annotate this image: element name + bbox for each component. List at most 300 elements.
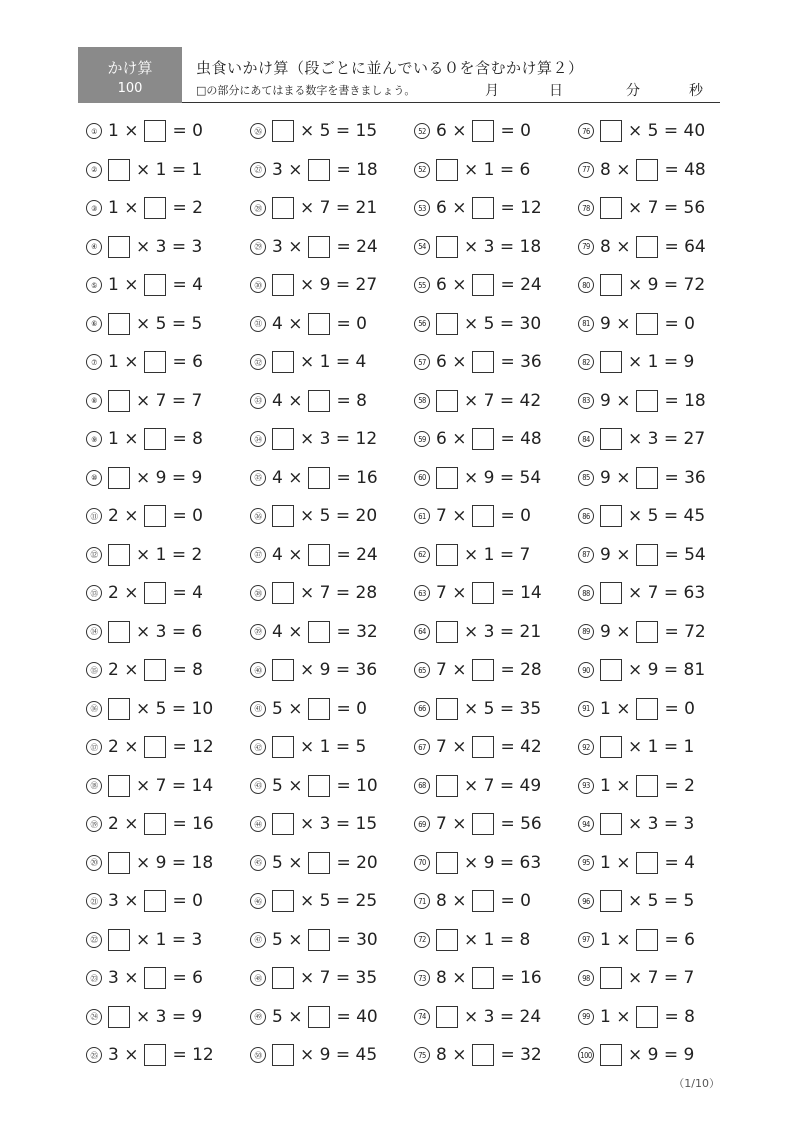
problem-prefix: 1 × xyxy=(600,1006,631,1027)
problem-number: 52 xyxy=(414,162,430,178)
answer-box[interactable] xyxy=(472,582,494,604)
answer-box[interactable] xyxy=(144,582,166,604)
problem-item xyxy=(250,959,377,997)
problem-number: 98 xyxy=(578,970,594,986)
problem-item xyxy=(86,305,202,343)
problem-suffix: × 3 = 27 xyxy=(628,429,706,449)
problem-item xyxy=(578,805,694,843)
problem-number: ㉚ xyxy=(250,277,266,293)
problem-suffix: × 9 = 54 xyxy=(464,467,542,488)
answer-box[interactable] xyxy=(436,852,458,874)
problem-prefix: 5 × xyxy=(272,775,303,796)
answer-box[interactable] xyxy=(472,659,494,681)
problem-item xyxy=(86,651,203,689)
problem-suffix: = 4 xyxy=(172,583,203,603)
problem-item xyxy=(86,266,203,304)
answer-box[interactable] xyxy=(272,274,294,296)
answer-box[interactable] xyxy=(108,621,130,643)
problem-suffix: = 56 xyxy=(500,814,542,834)
problem-number: 95 xyxy=(578,855,594,871)
problem-number: 72 xyxy=(414,932,430,948)
problem-suffix: = 0 xyxy=(664,313,695,334)
problem-item xyxy=(250,728,366,766)
answer-box[interactable] xyxy=(308,775,330,797)
problem-suffix: × 1 = 8 xyxy=(464,929,531,950)
problem-item xyxy=(250,420,377,458)
problem-item xyxy=(250,1036,377,1074)
problem-suffix: × 3 = 3 xyxy=(628,814,695,834)
problem-suffix: × 5 = 40 xyxy=(628,121,706,141)
problem-item xyxy=(86,459,202,497)
problem-number: 53 xyxy=(414,200,430,216)
problem-item xyxy=(86,189,203,227)
problem-suffix: × 3 = 18 xyxy=(464,236,542,257)
answer-box[interactable] xyxy=(636,236,658,258)
problem-item xyxy=(578,228,706,266)
problem-number: ㉞ xyxy=(250,431,266,447)
problem-suffix: = 28 xyxy=(500,660,542,680)
problem-suffix: = 8 xyxy=(172,660,203,680)
answer-box[interactable] xyxy=(436,390,458,412)
answer-box[interactable] xyxy=(108,929,130,951)
answer-box[interactable] xyxy=(108,698,130,720)
problem-suffix: = 32 xyxy=(500,1045,542,1065)
problem-number: 94 xyxy=(578,816,594,832)
problem-item xyxy=(414,882,531,920)
problem-number: 97 xyxy=(578,932,594,948)
answer-box[interactable] xyxy=(436,775,458,797)
answer-box[interactable] xyxy=(308,698,330,720)
problem-item xyxy=(86,844,213,882)
problem-prefix: 8 × xyxy=(436,968,467,988)
answer-box[interactable] xyxy=(600,659,622,681)
problem-suffix: × 3 = 3 xyxy=(136,236,203,257)
problem-item xyxy=(250,112,377,150)
problem-suffix: × 5 = 10 xyxy=(136,698,214,719)
problem-item xyxy=(250,574,377,612)
answer-box[interactable] xyxy=(472,351,494,373)
answer-box[interactable] xyxy=(600,351,622,373)
problem-number: ③ xyxy=(86,200,102,216)
answer-box[interactable] xyxy=(600,120,622,142)
problem-item xyxy=(86,998,202,1036)
problem-suffix: = 6 xyxy=(172,968,203,988)
answer-box[interactable] xyxy=(108,236,130,258)
answer-box[interactable] xyxy=(436,544,458,566)
problem-number: ㉟ xyxy=(250,470,266,486)
answer-box[interactable] xyxy=(308,621,330,643)
answer-box[interactable] xyxy=(472,428,494,450)
answer-box[interactable] xyxy=(436,159,458,181)
problem-item xyxy=(578,420,705,458)
problem-item xyxy=(86,343,203,381)
problem-number: ㉙ xyxy=(250,239,266,255)
problem-number: ⑲ xyxy=(86,816,102,832)
answer-box[interactable] xyxy=(144,659,166,681)
answer-box[interactable] xyxy=(472,274,494,296)
problem-prefix: 6 × xyxy=(436,121,467,141)
problem-item xyxy=(414,151,530,189)
problem-prefix: 8 × xyxy=(600,236,631,257)
problem-prefix: 5 × xyxy=(272,1006,303,1027)
answer-box[interactable] xyxy=(308,236,330,258)
problem-prefix: 9 × xyxy=(600,544,631,565)
answer-box[interactable] xyxy=(144,428,166,450)
answer-box[interactable] xyxy=(272,967,294,989)
problem-number: 81 xyxy=(578,316,594,332)
problem-item xyxy=(578,459,706,497)
problem-number: 55 xyxy=(414,277,430,293)
problem-item xyxy=(578,189,705,227)
answer-box[interactable] xyxy=(436,698,458,720)
problem-item xyxy=(578,998,695,1036)
problem-prefix: 6 × xyxy=(436,198,467,218)
problem-number: ⑳ xyxy=(86,855,102,871)
problem-item xyxy=(250,305,367,343)
problem-number: 96 xyxy=(578,893,594,909)
problem-prefix: 4 × xyxy=(272,467,303,488)
problem-suffix: × 7 = 35 xyxy=(300,968,378,988)
problem-suffix: × 7 = 49 xyxy=(464,775,542,796)
problem-number: ⑰ xyxy=(86,739,102,755)
problem-number: ㊲ xyxy=(250,547,266,563)
worksheet-title: 虫食いかけ算（段ごとに並んでいる０を含むかけ算２） xyxy=(196,59,584,77)
problem-number: ① xyxy=(86,123,102,139)
answer-box[interactable] xyxy=(272,1044,294,1066)
problem-prefix: 1 × xyxy=(108,275,139,295)
problem-prefix: 8 × xyxy=(436,891,467,911)
problem-prefix: 7 × xyxy=(436,814,467,834)
problem-suffix: = 36 xyxy=(664,467,706,488)
problem-suffix: = 16 xyxy=(336,467,378,488)
answer-box[interactable] xyxy=(308,390,330,412)
answer-box[interactable] xyxy=(308,929,330,951)
problem-prefix: 9 × xyxy=(600,621,631,642)
problem-suffix: × 7 = 63 xyxy=(628,583,706,603)
problem-suffix: = 24 xyxy=(500,275,542,295)
page-number: （1/10） xyxy=(673,1077,720,1090)
problem-suffix: × 7 = 28 xyxy=(300,583,378,603)
problem-suffix: × 5 = 45 xyxy=(628,506,706,526)
answer-box[interactable] xyxy=(600,274,622,296)
answer-box[interactable] xyxy=(472,1044,494,1066)
problem-number: ㊽ xyxy=(250,970,266,986)
problem-item xyxy=(86,767,213,805)
problem-number: 78 xyxy=(578,200,594,216)
problem-suffix: × 1 = 1 xyxy=(628,737,695,757)
problem-number: ㊷ xyxy=(250,739,266,755)
problem-number: 85 xyxy=(578,470,594,486)
answer-box[interactable] xyxy=(636,313,658,335)
problem-grid xyxy=(86,112,746,1076)
problem-prefix: 4 × xyxy=(272,544,303,565)
answer-box[interactable] xyxy=(108,390,130,412)
problem-prefix: 8 × xyxy=(436,1045,467,1065)
problem-item xyxy=(86,151,202,189)
problem-suffix: = 32 xyxy=(336,621,378,642)
problem-item xyxy=(250,266,377,304)
answer-box[interactable] xyxy=(636,775,658,797)
problem-item xyxy=(86,921,202,959)
problem-prefix: 1 × xyxy=(600,775,631,796)
problem-prefix: 5 × xyxy=(272,852,303,873)
answer-box[interactable] xyxy=(636,467,658,489)
problem-item xyxy=(414,651,542,689)
answer-box[interactable] xyxy=(472,890,494,912)
problem-item xyxy=(414,998,541,1036)
answer-box[interactable] xyxy=(144,274,166,296)
problem-suffix: × 3 = 24 xyxy=(464,1006,542,1027)
problem-item xyxy=(578,305,695,343)
problem-number: 66 xyxy=(414,701,430,717)
answer-box[interactable] xyxy=(636,698,658,720)
answer-box[interactable] xyxy=(108,852,130,874)
answer-box[interactable] xyxy=(108,467,130,489)
answer-box[interactable] xyxy=(272,197,294,219)
problem-number: 52 xyxy=(414,123,430,139)
problem-prefix: 2 × xyxy=(108,814,139,834)
problem-number: ⑤ xyxy=(86,277,102,293)
answer-box[interactable] xyxy=(436,313,458,335)
problem-suffix: = 20 xyxy=(336,852,378,873)
problem-number: ㊻ xyxy=(250,893,266,909)
answer-box[interactable] xyxy=(472,505,494,527)
problem-suffix: = 24 xyxy=(336,544,378,565)
problem-number: ⑪ xyxy=(86,508,102,524)
worksheet-instruction: □の部分にあてはまる数字を書きましょう。 xyxy=(196,84,416,97)
problem-prefix: 6 × xyxy=(436,429,467,449)
problem-number: 67 xyxy=(414,739,430,755)
problem-number: 59 xyxy=(414,431,430,447)
problem-item xyxy=(250,459,378,497)
problem-number: 73 xyxy=(414,970,430,986)
answer-box[interactable] xyxy=(472,736,494,758)
problem-prefix: 1 × xyxy=(600,929,631,950)
answer-box[interactable] xyxy=(472,120,494,142)
problem-suffix: = 0 xyxy=(500,506,531,526)
problem-prefix: 2 × xyxy=(108,660,139,680)
answer-box[interactable] xyxy=(436,621,458,643)
answer-box[interactable] xyxy=(436,1006,458,1028)
problem-suffix: = 48 xyxy=(500,429,542,449)
problem-suffix: × 9 = 27 xyxy=(300,275,378,295)
problem-item xyxy=(250,189,377,227)
problem-suffix: × 3 = 6 xyxy=(136,621,203,642)
answer-box[interactable] xyxy=(144,813,166,835)
answer-box[interactable] xyxy=(308,852,330,874)
answer-box[interactable] xyxy=(272,659,294,681)
answer-box[interactable] xyxy=(108,1006,130,1028)
problem-suffix: × 1 = 2 xyxy=(136,544,203,565)
problem-number: ㉜ xyxy=(250,354,266,370)
answer-box[interactable] xyxy=(600,890,622,912)
answer-box[interactable] xyxy=(108,313,130,335)
problem-item xyxy=(86,690,213,728)
answer-box[interactable] xyxy=(436,467,458,489)
problem-item xyxy=(86,112,203,150)
answer-box[interactable] xyxy=(600,428,622,450)
problem-number: ㉖ xyxy=(250,123,266,139)
answer-box[interactable] xyxy=(600,197,622,219)
answer-box[interactable] xyxy=(108,544,130,566)
problem-prefix: 7 × xyxy=(436,506,467,526)
problem-prefix: 2 × xyxy=(108,506,139,526)
problem-item xyxy=(86,536,202,574)
problem-suffix: = 2 xyxy=(172,198,203,218)
problem-number: 69 xyxy=(414,816,430,832)
problem-number: ⑫ xyxy=(86,547,102,563)
answer-box[interactable] xyxy=(108,159,130,181)
problem-item xyxy=(414,767,541,805)
problem-suffix: × 7 = 56 xyxy=(628,198,706,218)
answer-box[interactable] xyxy=(600,967,622,989)
answer-box[interactable] xyxy=(436,236,458,258)
answer-box[interactable] xyxy=(636,390,658,412)
problem-number: 65 xyxy=(414,662,430,678)
answer-box[interactable] xyxy=(600,1044,622,1066)
answer-box[interactable] xyxy=(636,544,658,566)
answer-box[interactable] xyxy=(144,197,166,219)
answer-box[interactable] xyxy=(600,505,622,527)
problem-suffix: × 7 = 7 xyxy=(628,968,695,988)
problem-suffix: × 9 = 36 xyxy=(300,660,378,680)
problem-prefix: 9 × xyxy=(600,390,631,411)
problem-number: ㊵ xyxy=(250,662,266,678)
problem-item xyxy=(414,305,541,343)
problem-item xyxy=(414,959,542,997)
answer-box[interactable] xyxy=(472,813,494,835)
problem-item xyxy=(414,844,541,882)
problem-item xyxy=(86,420,203,458)
problem-number: ㉓ xyxy=(86,970,102,986)
problem-suffix: = 0 xyxy=(664,698,695,719)
answer-box[interactable] xyxy=(600,813,622,835)
answer-box[interactable] xyxy=(636,929,658,951)
problem-suffix: × 9 = 18 xyxy=(136,852,214,873)
answer-box[interactable] xyxy=(272,428,294,450)
problem-item xyxy=(86,805,214,843)
problem-item xyxy=(414,690,541,728)
answer-box[interactable] xyxy=(272,890,294,912)
problem-suffix: × 3 = 15 xyxy=(300,814,378,834)
answer-box[interactable] xyxy=(144,890,166,912)
problem-item xyxy=(414,497,531,535)
problem-item xyxy=(578,574,705,612)
problem-prefix: 1 × xyxy=(600,852,631,873)
answer-box[interactable] xyxy=(144,351,166,373)
answer-box[interactable] xyxy=(308,159,330,181)
answer-box[interactable] xyxy=(308,544,330,566)
problem-prefix: 1 × xyxy=(108,121,139,141)
problem-prefix: 2 × xyxy=(108,737,139,757)
problem-item xyxy=(414,613,541,651)
answer-box[interactable] xyxy=(636,852,658,874)
answer-box[interactable] xyxy=(636,1006,658,1028)
answer-box[interactable] xyxy=(636,159,658,181)
answer-box[interactable] xyxy=(272,351,294,373)
problem-prefix: 4 × xyxy=(272,390,303,411)
problem-item xyxy=(578,1036,694,1074)
problem-suffix: × 5 = 30 xyxy=(464,313,542,334)
problem-number: 57 xyxy=(414,354,430,370)
problem-number: ⑱ xyxy=(86,778,102,794)
problem-number: 75 xyxy=(414,1047,430,1063)
problem-item xyxy=(414,228,541,266)
answer-box[interactable] xyxy=(272,813,294,835)
problem-item xyxy=(250,690,367,728)
problem-number: 77 xyxy=(578,162,594,178)
problem-suffix: = 54 xyxy=(664,544,706,565)
problem-prefix: 6 × xyxy=(436,275,467,295)
answer-box[interactable] xyxy=(436,929,458,951)
problem-suffix: = 0 xyxy=(172,891,203,911)
answer-box[interactable] xyxy=(272,120,294,142)
problem-prefix: 1 × xyxy=(108,429,139,449)
problem-number: ㉒ xyxy=(86,932,102,948)
problem-number: ㊳ xyxy=(250,585,266,601)
problem-number: 63 xyxy=(414,585,430,601)
answer-box[interactable] xyxy=(144,967,166,989)
problem-item xyxy=(86,574,203,612)
problem-suffix: × 9 = 9 xyxy=(136,467,203,488)
problem-item xyxy=(250,921,378,959)
answer-box[interactable] xyxy=(472,197,494,219)
problem-item xyxy=(578,767,695,805)
problem-item xyxy=(414,459,541,497)
answer-box[interactable] xyxy=(108,775,130,797)
problem-suffix: × 1 = 4 xyxy=(300,352,367,372)
answer-box[interactable] xyxy=(272,505,294,527)
answer-box[interactable] xyxy=(308,467,330,489)
answer-box[interactable] xyxy=(472,967,494,989)
answer-box[interactable] xyxy=(144,736,166,758)
problem-number: ㉛ xyxy=(250,316,266,332)
problem-prefix: 4 × xyxy=(272,313,303,334)
problem-suffix: × 3 = 9 xyxy=(136,1006,203,1027)
worksheet-header xyxy=(78,47,720,103)
problem-item xyxy=(414,189,542,227)
problem-number: 83 xyxy=(578,393,594,409)
answer-box[interactable] xyxy=(272,582,294,604)
answer-box[interactable] xyxy=(600,736,622,758)
problem-number: 91 xyxy=(578,701,594,717)
problem-prefix: 3 × xyxy=(272,159,303,180)
problem-suffix: = 4 xyxy=(664,852,695,873)
answer-box[interactable] xyxy=(600,582,622,604)
answer-box[interactable] xyxy=(144,120,166,142)
answer-box[interactable] xyxy=(144,1044,166,1066)
answer-box[interactable] xyxy=(144,505,166,527)
problem-item xyxy=(578,536,706,574)
problem-item xyxy=(86,882,203,920)
problem-number: ㊺ xyxy=(250,855,266,871)
problem-item xyxy=(250,151,378,189)
answer-box[interactable] xyxy=(308,1006,330,1028)
problem-number: ⑨ xyxy=(86,431,102,447)
problem-number: 79 xyxy=(578,239,594,255)
problem-suffix: = 18 xyxy=(336,159,378,180)
problem-suffix: = 40 xyxy=(336,1006,378,1027)
problem-item xyxy=(86,613,202,651)
problem-item xyxy=(250,613,378,651)
problem-number: ⑦ xyxy=(86,354,102,370)
minute-label: 分 xyxy=(626,83,640,99)
answer-box[interactable] xyxy=(308,313,330,335)
problem-item xyxy=(578,690,695,728)
answer-box[interactable] xyxy=(272,736,294,758)
problem-number: 100 xyxy=(578,1047,594,1063)
answer-box[interactable] xyxy=(636,621,658,643)
